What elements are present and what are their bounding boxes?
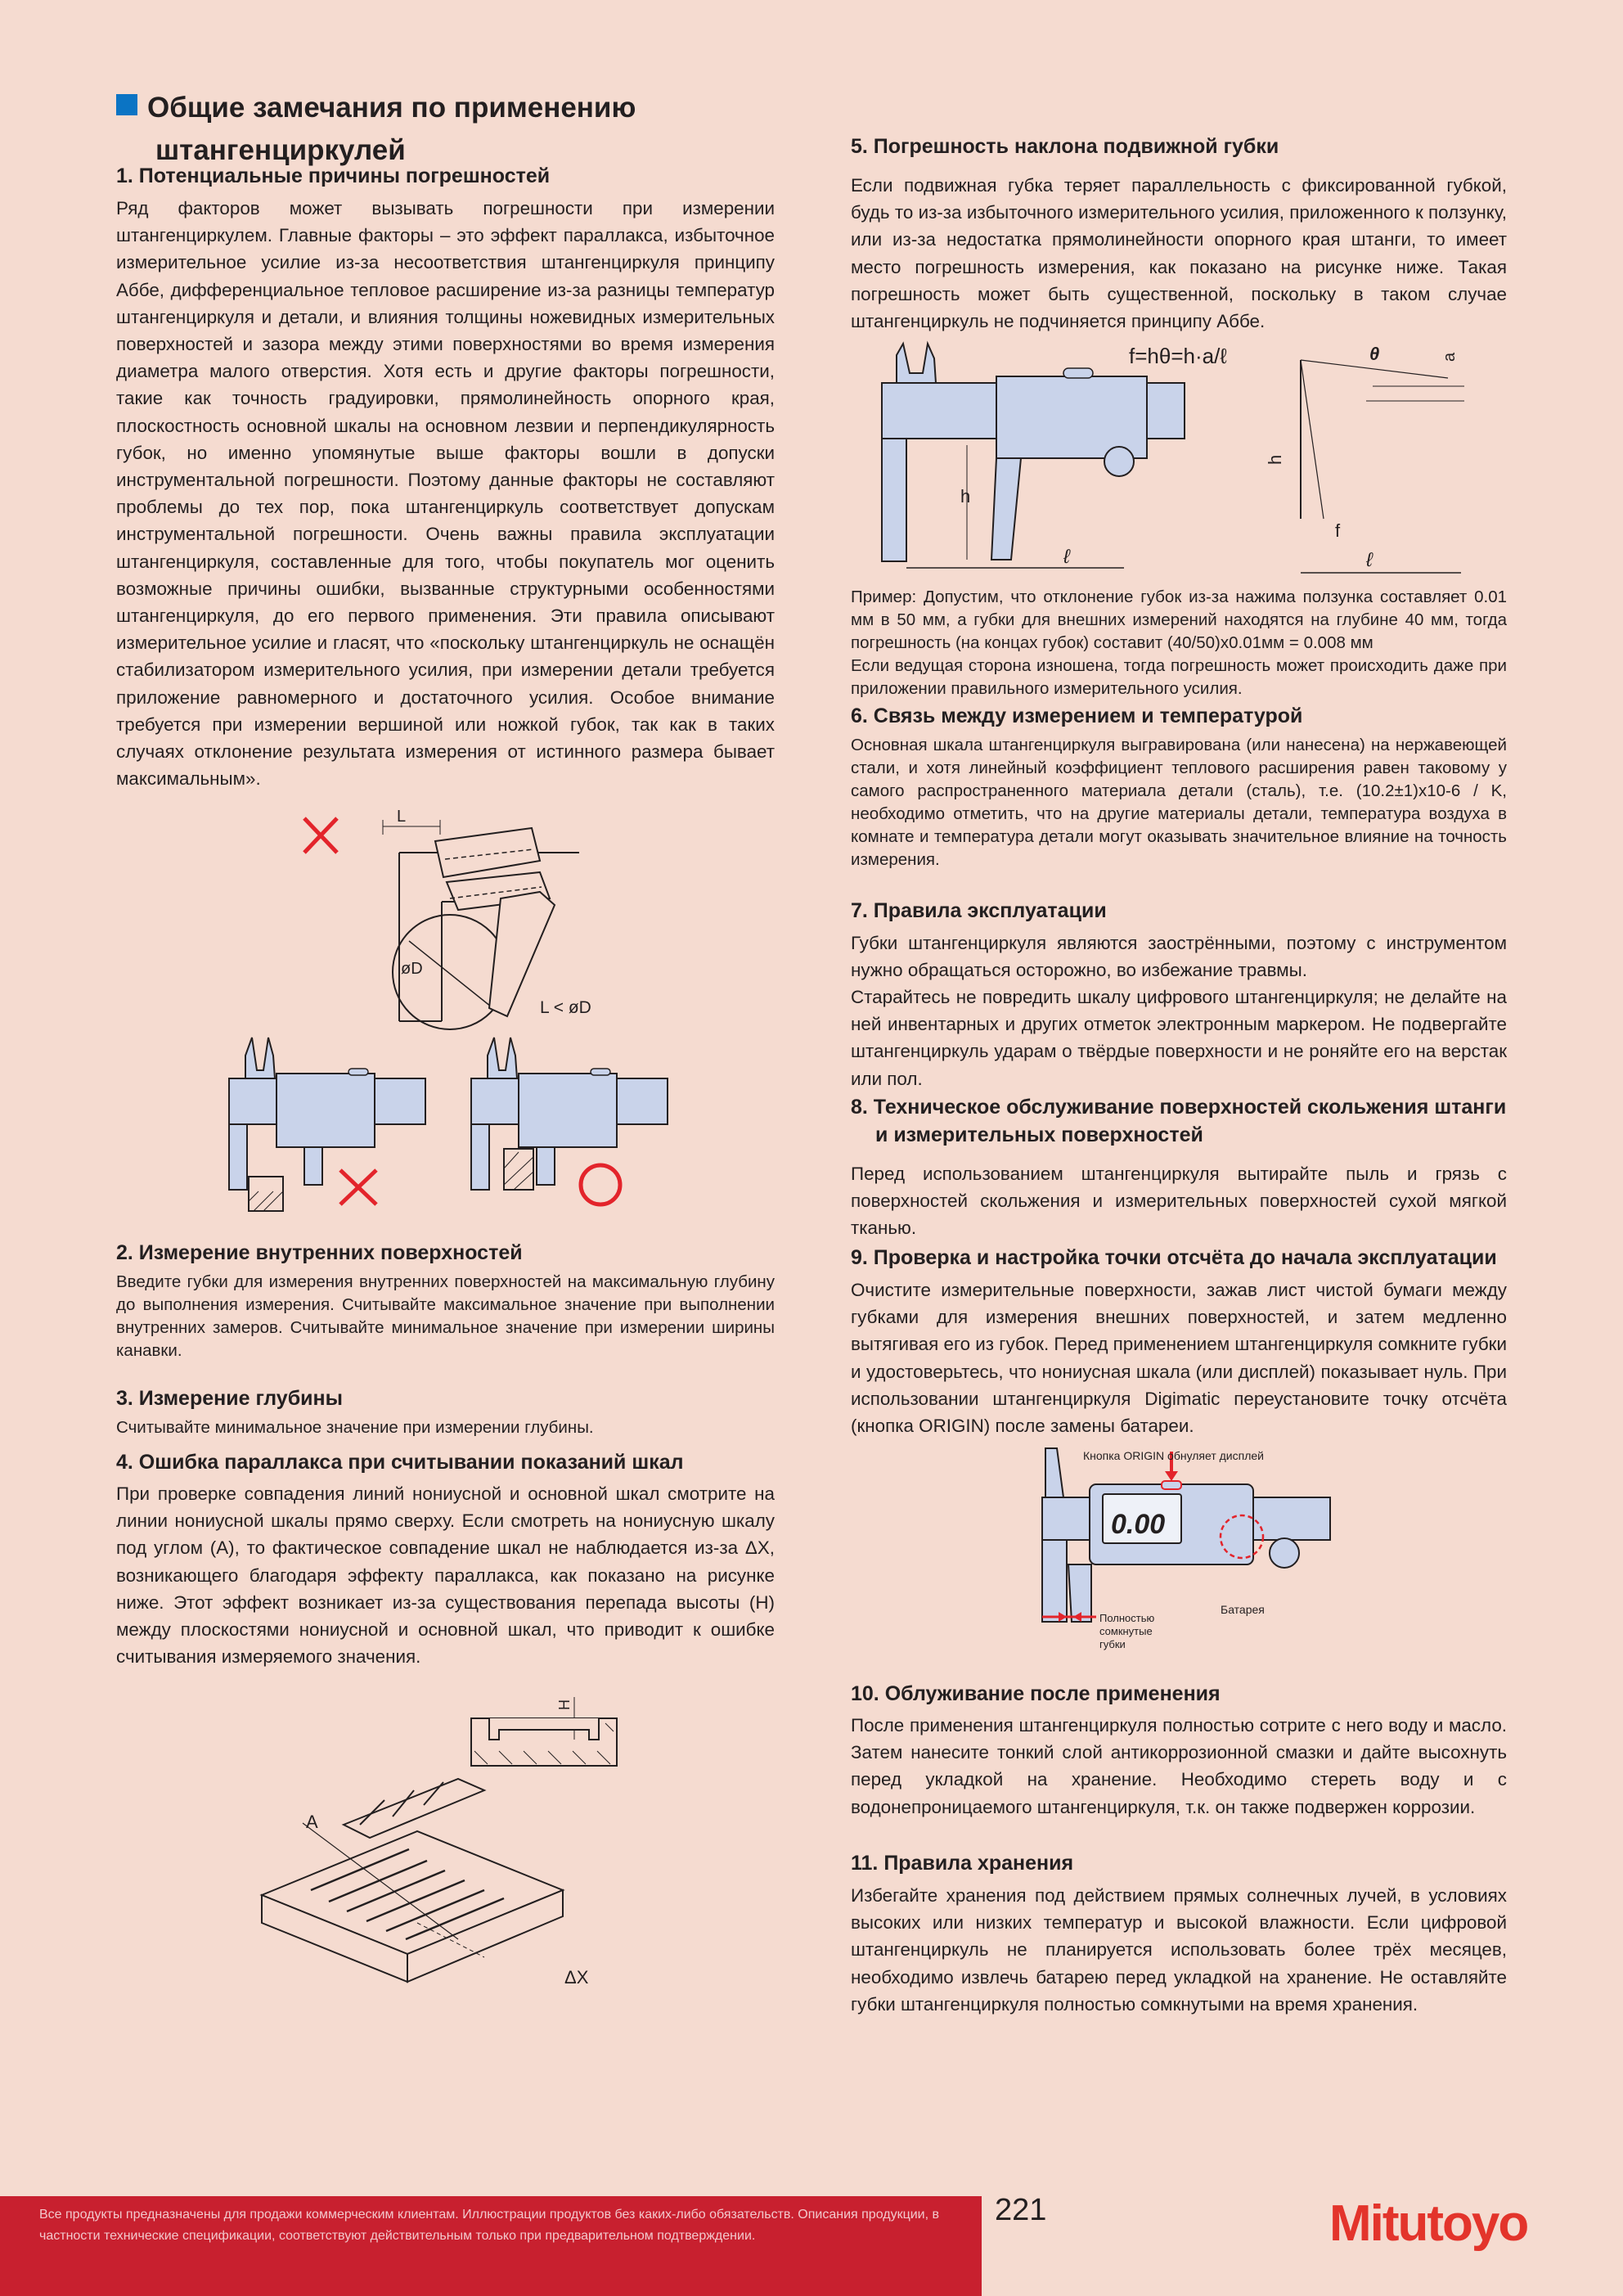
fig4-A-label: A bbox=[306, 1812, 318, 1832]
section-10-body: После применения штангенциркуля полностью сотрите с него воду и масло. Затем нанесите тонкий слой антикоррозионной смазки и дайте высохнуть перед укладкой на хранение. Необходимо стереть воду и с водонепроницаемого штангенциркуля, т.к. он также подвержен коррозии. bbox=[851, 1715, 1507, 1817]
battery-label: Батарея bbox=[1221, 1603, 1265, 1616]
fig5-formula: f=hθ=h·a/ℓ bbox=[1129, 344, 1227, 368]
section-1-body: Ряд факторов может вызывать погрешности при измерении штангенциркулем. Главные факторы – это эффект параллакса, избыточное измерительное усилие из-за несоответствия штангенциркуля принципу Аббе, дифференциальное тепловое расширение из-за разницы температур штангенциркуля и детали, и влияния толщины ножевидных измерительных поверхностей и зазора между этими поверхностями во время измерения диаметра малого отверстия. Хотя есть и другие факторы погрешности, такие как точность градуировки, прямолинейность опорного края, плоскостность основной шкалы на основном лезвии и перпендикулярность губок, но именно упомянутые выше факторы вошли в допуски инструментальной погрешности. Поэтому данные факторы не составляют проблемы до тех пор, пока штангенциркуль соответствует допускам инструментальной погрешности. Очень важны правила эксплуатации штангенциркуля, составленные для того, чтобы покупатель мог оценить возможные причины ошибки, вызванные структурными особенностями штангенциркуля, до его первого применения. Эти правила описывают измерительное усилие и гласят, что «поскольку штангенциркуль не оснащён стабилизатором измерительного усилия, при измерении детали требуется приложение равномерного и достаточного усилия. Особое внимание требуется при измерении вершиной или ножкой губок, так как в таких случаях отклонение результата измерения от истинного размера бывает максимальным». bbox=[116, 198, 775, 790]
title-marker-icon bbox=[116, 94, 137, 115]
fig1-condition-label: L < øD bbox=[540, 998, 591, 1017]
fig4-H-label: H bbox=[556, 1699, 573, 1710]
fig5-a-label: a bbox=[1441, 352, 1459, 362]
section-5-note: Если ведущая сторона изношена, тогда погрешность может происходить даже при приложении правильного измерительного усилия. bbox=[851, 656, 1507, 698]
fig4-dX-label: ΔX bbox=[564, 1967, 589, 1988]
fig5-theta-label: θ bbox=[1369, 344, 1380, 364]
closed-jaws-label: Полностью сомкнутые губки bbox=[1099, 1612, 1155, 1650]
section-2-title: 2. Измерение внутренних поверхностей bbox=[116, 1241, 523, 1264]
section-5-title: 5. Погрешность наклона подвижной губки bbox=[851, 135, 1279, 158]
fig5-l-label: ℓ bbox=[1063, 546, 1070, 568]
section-3-body: Считывайте минимальное значение при измерении глубины. bbox=[116, 1418, 594, 1437]
section-9-body: Очистите измерительные поверхности, зажав лист чистой бумаги между губками для измерения внешних поверхностей, и затем медленно вытягивая его из губок. Перед применением штангенциркуля сомкните губки и удостоверьтесь, что нониусная шкала (или дисплей) показывает нуль. При использовании штангенциркуля Digimatic переустановите точку отсчёта (кнопка ORIGIN) после замены батареи. bbox=[851, 1280, 1507, 1437]
fig5-f-label: f bbox=[1335, 520, 1341, 541]
section-5-example: Пример: Допустим, что отклонение губок из-за нажима ползунка составляет 0.01 мм в 50 мм, а губки для внешних измерений находятся на глубине 40 мм, тогда погрешность (на концах губок) составит (40/50)x0.01мм = 0.008 мм bbox=[851, 588, 1507, 652]
figure-depth-measurement bbox=[226, 1038, 684, 1226]
figure-jaw-tilt bbox=[875, 344, 1513, 581]
section-8-body: Перед использованием штангенциркуля вытирайте пыль и грязь с поверхностей скольжения и измерительных поверхностей сухой мягкой тканью. bbox=[851, 1164, 1507, 1239]
fig1-diameter-label: øD bbox=[401, 960, 423, 978]
section-7-body-1: Губки штангенциркуля являются заострёнными, поэтому с инструментом нужно обращаться осторожно, во избежание травмы. bbox=[851, 933, 1507, 981]
section-11-title: 11. Правила хранения bbox=[851, 1852, 1074, 1875]
brand-logo: Mitutoyo bbox=[1329, 2195, 1528, 2252]
page-title: Общие замечания по применению штангенциркулей bbox=[116, 87, 636, 172]
section-4-body: При проверке совпадения линий нониусной и основной шкал смотрите на линии нониусной шкалы прямо сверху. Если смотреть на нониусную шкалу под углом (A), то фактическое совпадение шкал не наблюдается из-за ΔX, возникающего благодаря эффекту параллакса, как показано на рисунке ниже. Этот эффект возникает из-за существования перепада высоты (H) между плоскостями нониусной и основной шкал, что приводит к ошибке считывания измеряемого значения. bbox=[116, 1483, 775, 1668]
section-4-title: 4. Ошибка параллакса при считывании показаний шкал bbox=[116, 1451, 684, 1474]
footer-bar bbox=[0, 2196, 982, 2296]
origin-note: Кнопка ORIGIN обнуляет дисплей bbox=[1083, 1449, 1264, 1462]
footer-legal: Все продукты предназначены для продажи коммерческим клиентам. Иллюстрации продуктов без каких-либо обязательств. Описания продукции, в частности технические спецификации, соответствуют действительным только при предварительном подтверждении. bbox=[39, 2208, 939, 2243]
section-5-body: Если подвижная губка теряет параллельность с фиксированной губкой, будь то из-за избыточного измерительного усилия, приложенного к ползунку, или из-за недостатка прямолинейности опорного края штанги, то имеет место погрешность измерения, как показано на рисунке ниже. Такая погрешность может быть существенной, поскольку в таком случае штангенциркуль не подчиняется принципу Аббе. bbox=[851, 175, 1507, 332]
fig5-l2-label: ℓ bbox=[1366, 549, 1373, 571]
section-7-title: 7. Правила эксплуатации bbox=[851, 899, 1107, 922]
page-number: 221 bbox=[995, 2193, 1047, 2227]
fig1-L-label: L bbox=[397, 808, 407, 826]
section-11-body: Избегайте хранения под действием прямых солнечных лучей, в условиях высоких или низких температур и высокой влажности. Если цифровой штангенциркуль не планируется использовать более трёх месяцев, необходимо извлечь батарею перед укладкой на хранение. Не оставляйте губки штангенциркуля полностью сомкнутыми на время хранения. bbox=[851, 1885, 1507, 2015]
section-1-title: 1. Потенциальные причины погрешностей bbox=[116, 164, 551, 187]
section-6-body: Основная шкала штангенциркуля выгравирована (или нанесена) на нержавеющей стали, и хотя линейный коэффициент теплового расширения равен таковому у самого распространенного материала детали (сталь), т.е. (10.2±1)x10-6 / K, необходимо отметить, что на другие материалы детали, температура воздуха в комнате и температура детали могут оказывать значительное влияние на точность измерения. bbox=[851, 736, 1507, 869]
section-10-title: 10. Облуживание после применения bbox=[851, 1682, 1221, 1705]
display-readout: 0.00 bbox=[1111, 1509, 1166, 1540]
fig5-h2-label: h bbox=[1265, 454, 1285, 465]
figure-parallax bbox=[254, 1694, 663, 2005]
section-9-title: 9. Проверка и настройка точки отсчёта до начала эксплуатации bbox=[851, 1246, 1497, 1269]
section-7-body-2: Старайтесь не повредить шкалу цифрового штангенциркуля; не делайте на ней инвентарных и других отметок электронным маркером. Не подвергайте штангенциркуль ударам о твёрдые поверхности и не роняйте его на верстак или пол. bbox=[851, 987, 1507, 1089]
section-2-body: Введите губки для измерения внутренних поверхностей на максимальную глубину до выполнения измерения. Считывайте максимальное значение при выполнении внутренних замеров. Считывайте минимальное значение при измерении ширины канавки. bbox=[116, 1272, 775, 1360]
figure-small-hole bbox=[294, 802, 638, 1031]
section-8-title: 8. Техническое обслуживание поверхностей скольжения штанги и измерительных поверхностей bbox=[851, 1096, 1507, 1146]
figure-digital-caliper bbox=[1039, 1448, 1333, 1664]
section-3-title: 3. Измерение глубины bbox=[116, 1387, 343, 1410]
fig5-h-label: h bbox=[960, 486, 971, 506]
section-6-title: 6. Связь между измерением и температурой bbox=[851, 705, 1303, 727]
